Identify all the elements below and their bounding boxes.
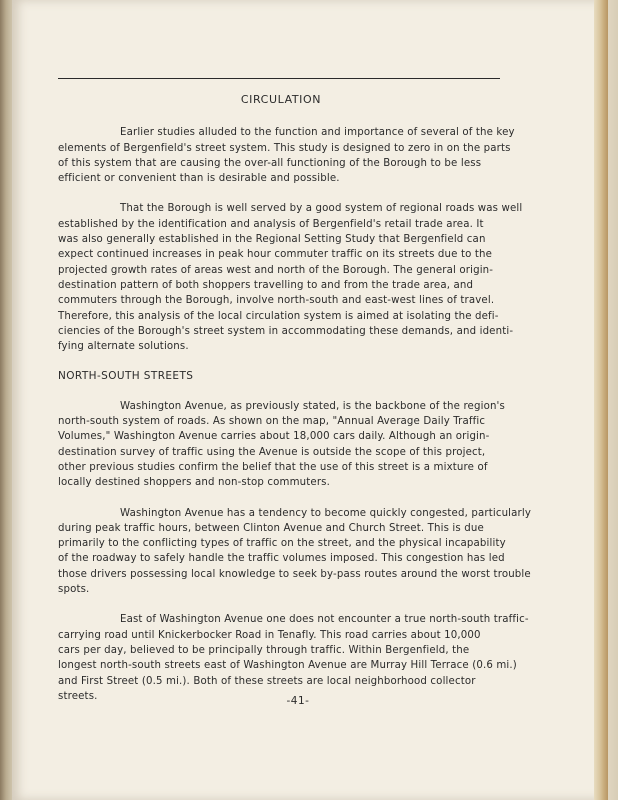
text-line: longest north-south streets east of Washington Avenue are Murray Hill Terrace (0.6 mi.) [58,660,517,672]
text-line: Earlier studies alluded to the function and importance of several of the key [120,127,515,139]
paragraph [58,125,515,186]
text-line: of this system that are causing the over-all functioning of the Borough to be less [58,157,482,169]
text-line: primarily to the conflicting types of traffic on the street, and the physical incapability [58,538,506,550]
header-rule [58,78,500,79]
text-line: spots. [58,584,90,596]
text-line: those drivers possessing local knowledge to seek by-pass routes around the worst trouble [58,568,531,580]
text-line: elements of Bergenfield's street system. This study is designed to zero in on the parts [58,142,511,154]
text-line: Washington Avenue, as previously stated, is the backbone of the region's [120,400,505,412]
text-line: efficient or convenient than is desirable and possible. [58,173,340,185]
subsection-heading: NORTH-SOUTH STREETS [58,370,194,383]
text-line: East of Washington Avenue one does not encounter a true north-south traffic- [120,614,529,626]
intro-paragraphs [58,125,523,354]
text-line: ciencies of the Borough's street system in accommodating these demands, and identi- [58,325,514,337]
text-line: cars per day, believed to be principally through traffic. Within Bergenfield, the [58,644,470,656]
section-heading: CIRCULATION [240,93,322,106]
text-line: established by the identification and analysis of Bergenfield's retail trade area. It [58,218,484,230]
text-line: Washington Avenue has a tendency to become quickly congested, particularly [120,507,532,519]
text-line: destination survey of traffic using the Avenue is outside the scope of this project, [58,446,486,458]
text-line: Therefore, this analysis of the local circulation system is aimed at isolating the defi- [58,310,499,322]
text-line: locally destined shoppers and non-stop commuters. [58,477,331,489]
page-edge [594,0,608,800]
paragraph [58,201,523,354]
text-line: commuters through the Borough, involve north-south and east-west lines of travel. [58,295,495,307]
text-line: destination pattern of both shoppers travelling to and from the trade area, and [58,279,474,291]
text-line: was also generally established in the Regional Setting Study that Bergenfield can [58,234,486,246]
text-line: carrying road until Knickerbocker Road in Tenafly. This road carries about 10,000 [58,629,481,641]
text-line: and First Street (0.5 mi.). Both of these streets are local neighborhood collector [58,675,476,687]
paragraph [58,399,504,491]
text-line: expect continued increases in peak hour commuter traffic on its streets due to the [58,249,493,261]
text-line: during peak traffic hours, between Clinton Avenue and Church Street. This is due [58,522,484,534]
text-line: streets. [58,690,98,702]
text-line: north-south system of roads. As shown on the map, "Annual Average Daily Traffic [58,416,486,428]
page-number: -41- [286,695,310,707]
text-line: of the roadway to safely handle the traffic volumes imposed. This congestion has led [58,553,505,565]
body-text [58,92,532,719]
paragraph [58,612,529,704]
text-line: other previous studies confirm the belief that the use of this street is a mixture of [58,461,488,473]
north-south-paragraphs [58,399,532,704]
text-line: fying alternate solutions. [58,341,189,353]
text-line: projected growth rates of areas west and north of the Borough. The general origin- [58,264,494,276]
paragraph [58,506,532,598]
text-line: Volumes," Washington Avenue carries about 18,000 cars daily. Although an origin- [58,431,490,443]
text-line: That the Borough is well served by a good system of regional roads was well [120,203,523,215]
